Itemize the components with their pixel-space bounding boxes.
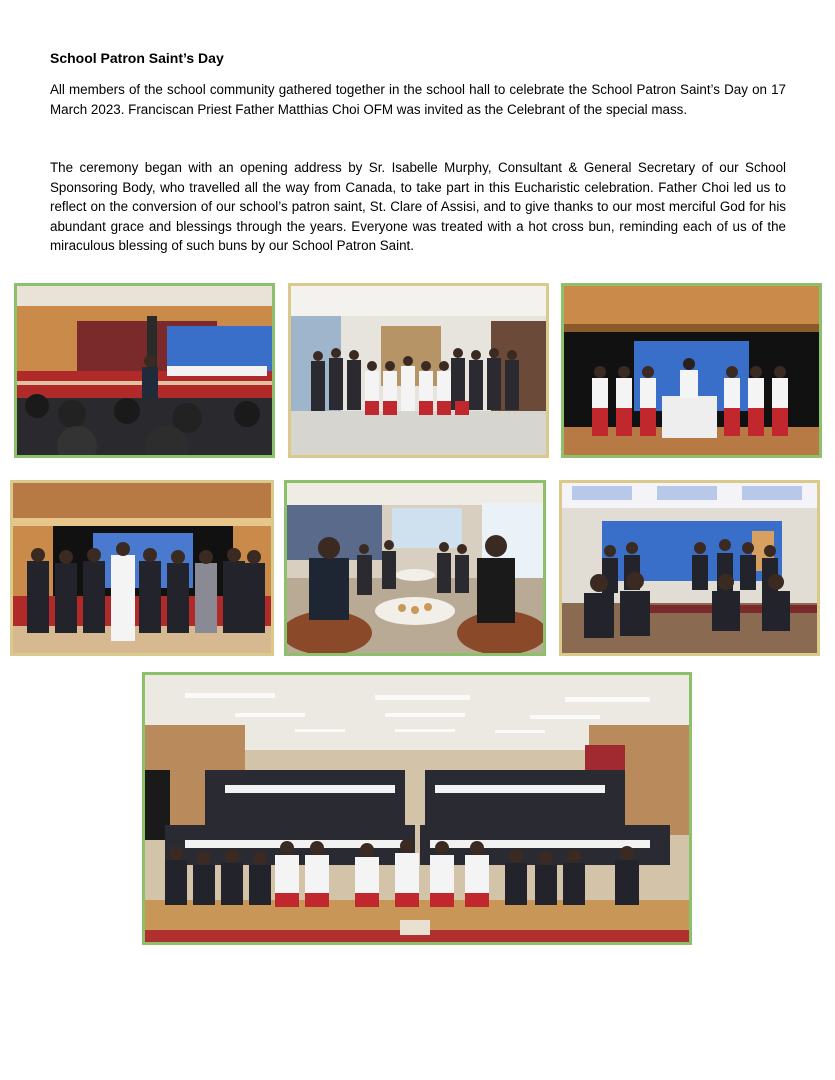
- ceremony-paragraph: The ceremony began with an opening address by Sr. Isabelle Murphy, Consultant & General Secretary of our School Sponsoring Body, who travelled all the way from Canada, to take part in this Eucharistic celebration. Father Choi led us to reflect on the conversion of our school’s patron saint, St. Clare of Assisi, and to give thanks to our most merciful God for his abundant grace and blessings through the years. Everyone was treated with a hot cross bun, reminding each of us of the miraculous blessing of such buns by our School Patron Saint.: [50, 160, 786, 254]
- photo-group-corridor: [288, 283, 549, 458]
- article-title: School Patron Saint’s Day: [50, 50, 224, 66]
- photo-altar-servers: [561, 283, 822, 458]
- intro-paragraph: All members of the school community gathered together in the school hall to celebrate the School Patron Saint’s Day on 17 March 2023. Franciscan Priest Father Matthias Choi OFM was invited as the Celebrant of the special mass.: [50, 82, 786, 117]
- photo-opening-address: [14, 283, 275, 458]
- photo-guests-screen: [559, 480, 820, 656]
- photo-tea-reception: [284, 480, 546, 656]
- photo-school-assembly: [142, 672, 692, 945]
- photo-sisters-celebrant: [10, 480, 274, 656]
